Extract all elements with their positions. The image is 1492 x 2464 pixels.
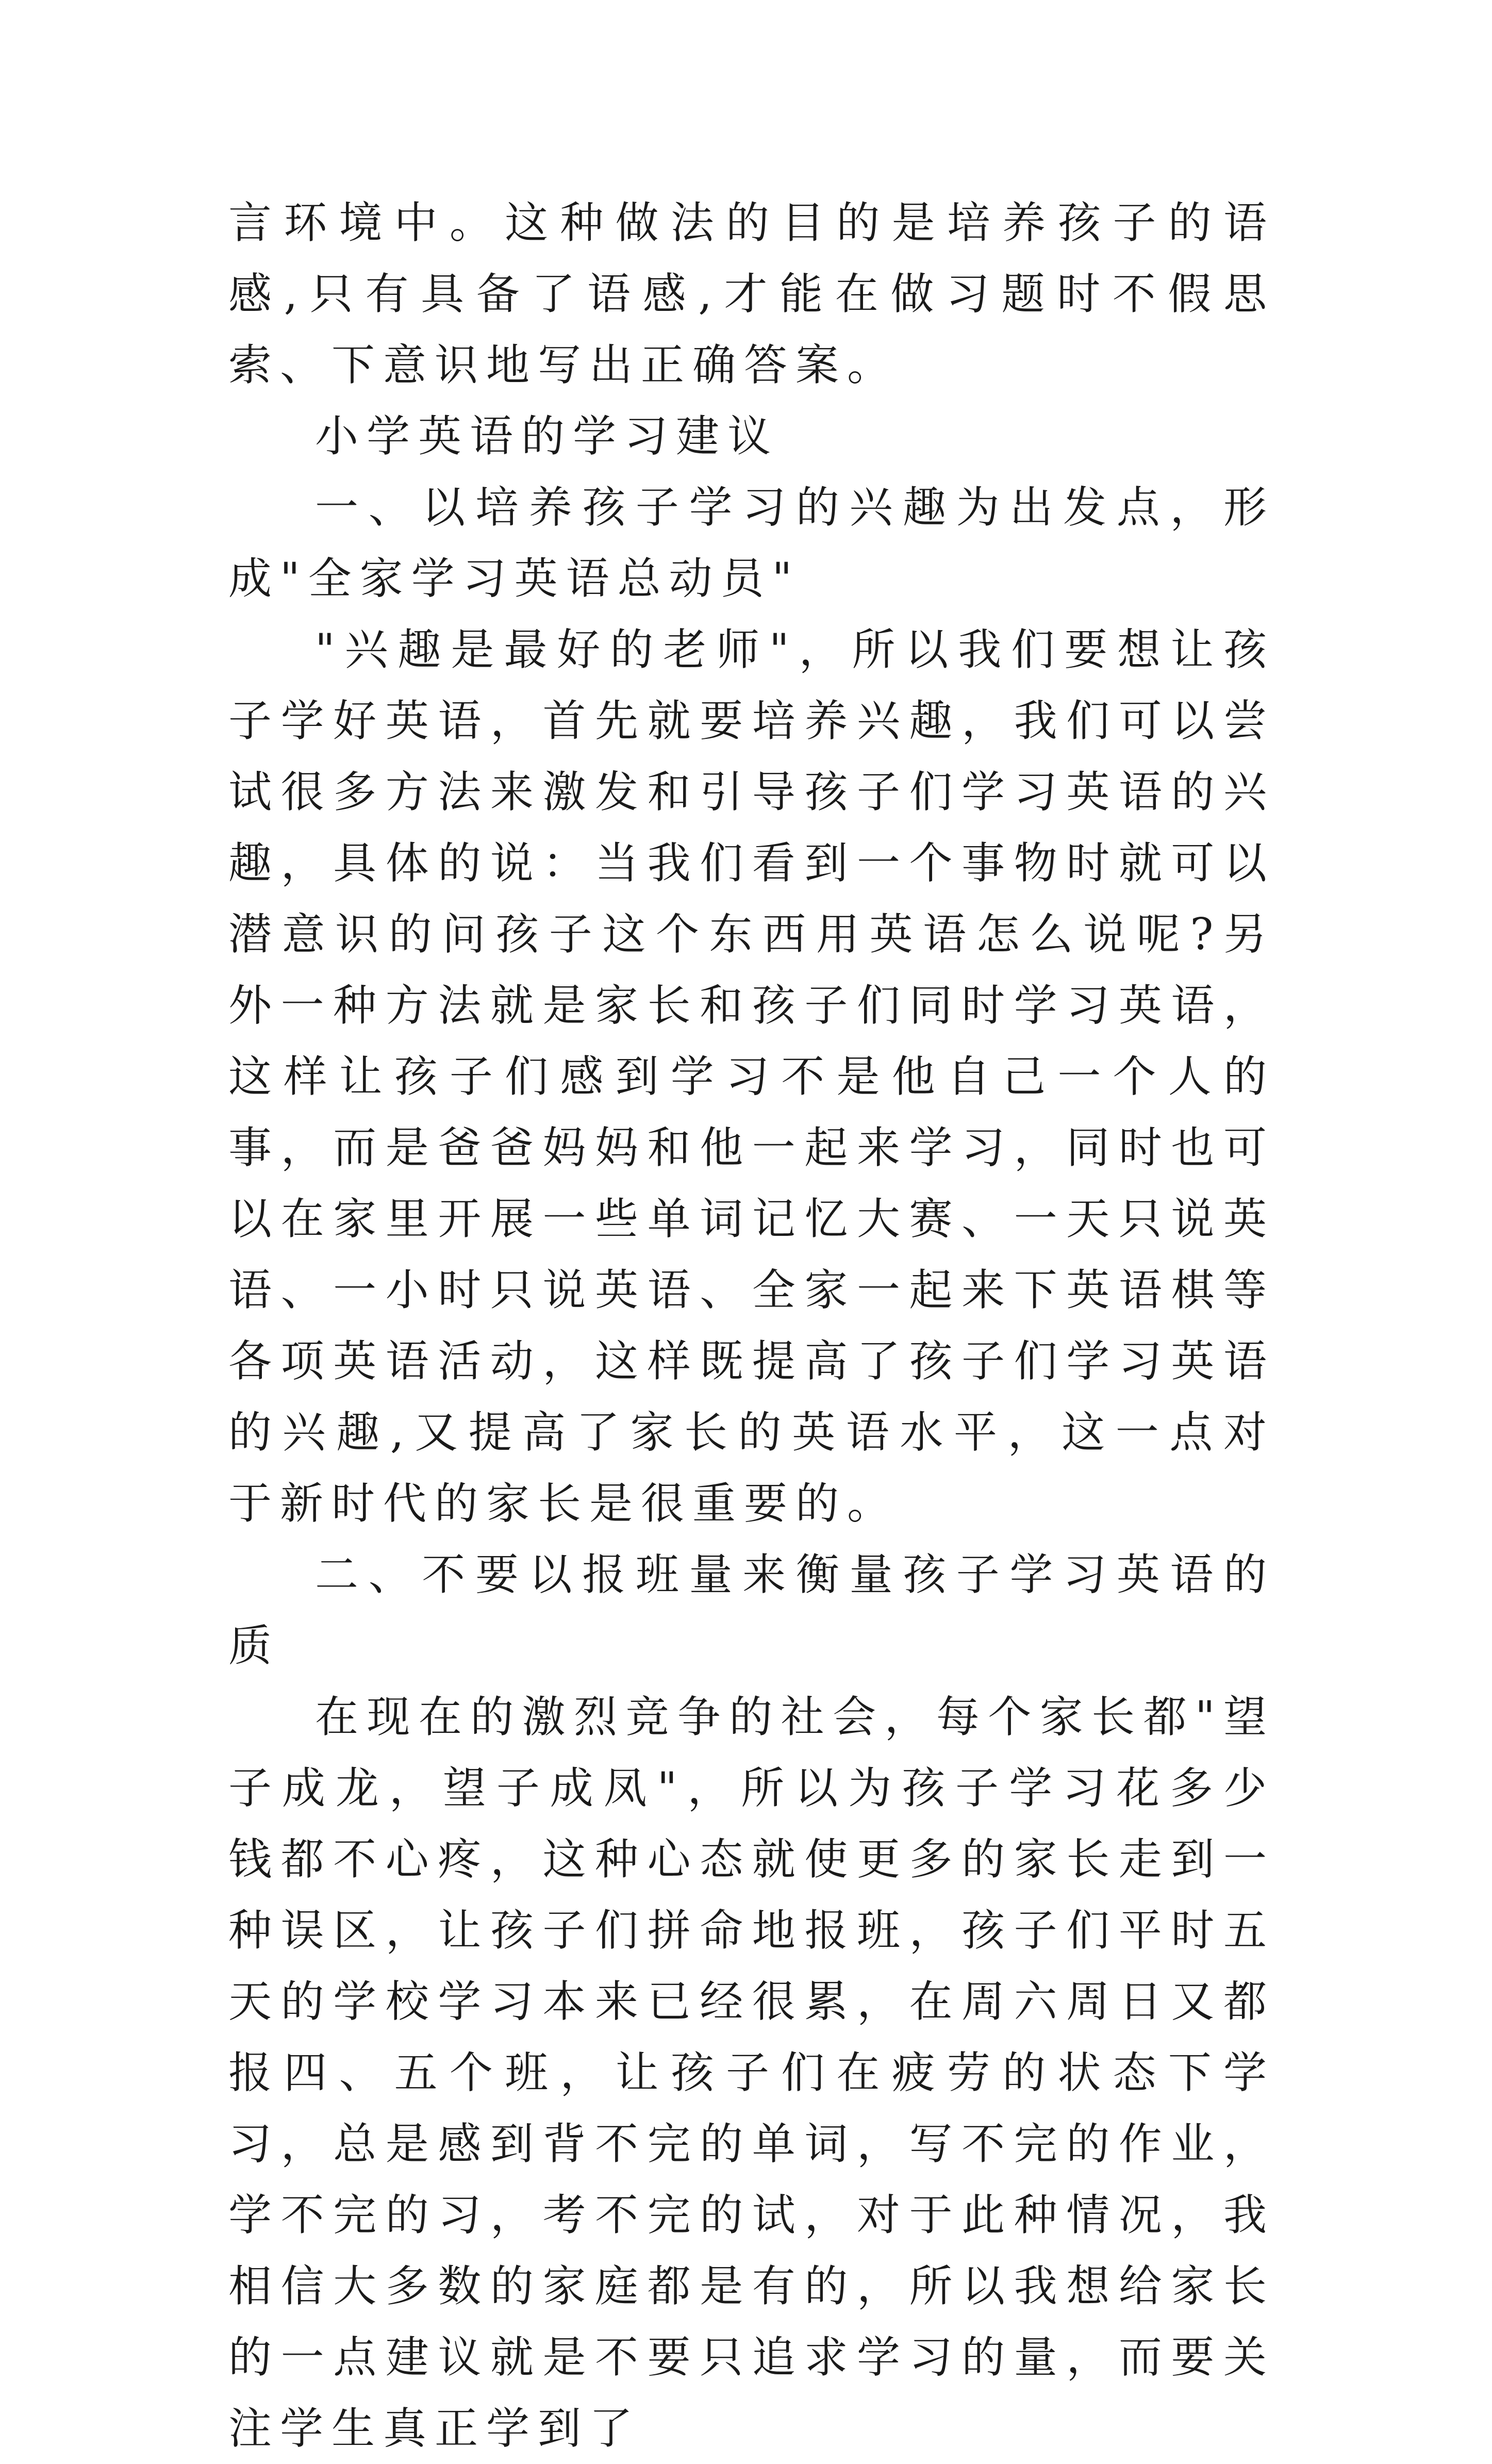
paragraph-interest: "兴趣是最好的老师"，所以我们要想让孩子学好英语，首先就要培养兴趣，我们可以尝试很多方法来激发和引导孩子们学习英语的兴趣，具体的说：当我们看到一个事物时就可以潜意识的问孩子这个东西用英语怎么说呢?另外一种方法就是家长和孩子们同时学习英语，这样让孩子们感到学习不是他自己一个人的事，而是爸爸妈妈和他一起来学习，同时也可以在家里开展一些单词记忆大赛、一天只说英语、一小时只说英语、全家一起来下英语棋等各项英语活动，这样既提高了孩子们学习英语的兴趣,又提高了家长的英语水平，这一点对于新时代的家长是很重要的。: [228, 624, 1275, 1529]
section-heading-learning-suggestions: 小学英语的学习建议: [315, 411, 780, 461]
document-body: [228, 187, 1275, 2464]
subheading-two: 二、不要以报班量来衡量孩子学习英语的质: [228, 1549, 1275, 1671]
paragraph-continuation: 言环境中。这种做法的目的是培养孩子的语感,只有具备了语感,才能在做习题时不假思索、下意识地写出正确答案。: [228, 197, 1275, 390]
subheading-one: 一、以培养孩子学习的兴趣为出发点，形成"全家学习英语总动员": [228, 482, 1275, 604]
paragraph-classes: 在现在的激烈竞争的社会，每个家长都"望子成龙，望子成凤"，所以为孩子学习花多少钱都不心疼，这种心态就使更多的家长走到一种误区，让孩子们拼命地报班，孩子们平时五天的学校学习本来已经很累，在周六周日又都报四、五个班，让孩子们在疲劳的状态下学习，总是感到背不完的单词，写不完的作业，学不完的习，考不完的试，对于此种情况，我相信大多数的家庭都是有的，所以我想给家长的一点建议就是不要只追求学习的量，而要关注学生真正学到了: [228, 1692, 1275, 2454]
